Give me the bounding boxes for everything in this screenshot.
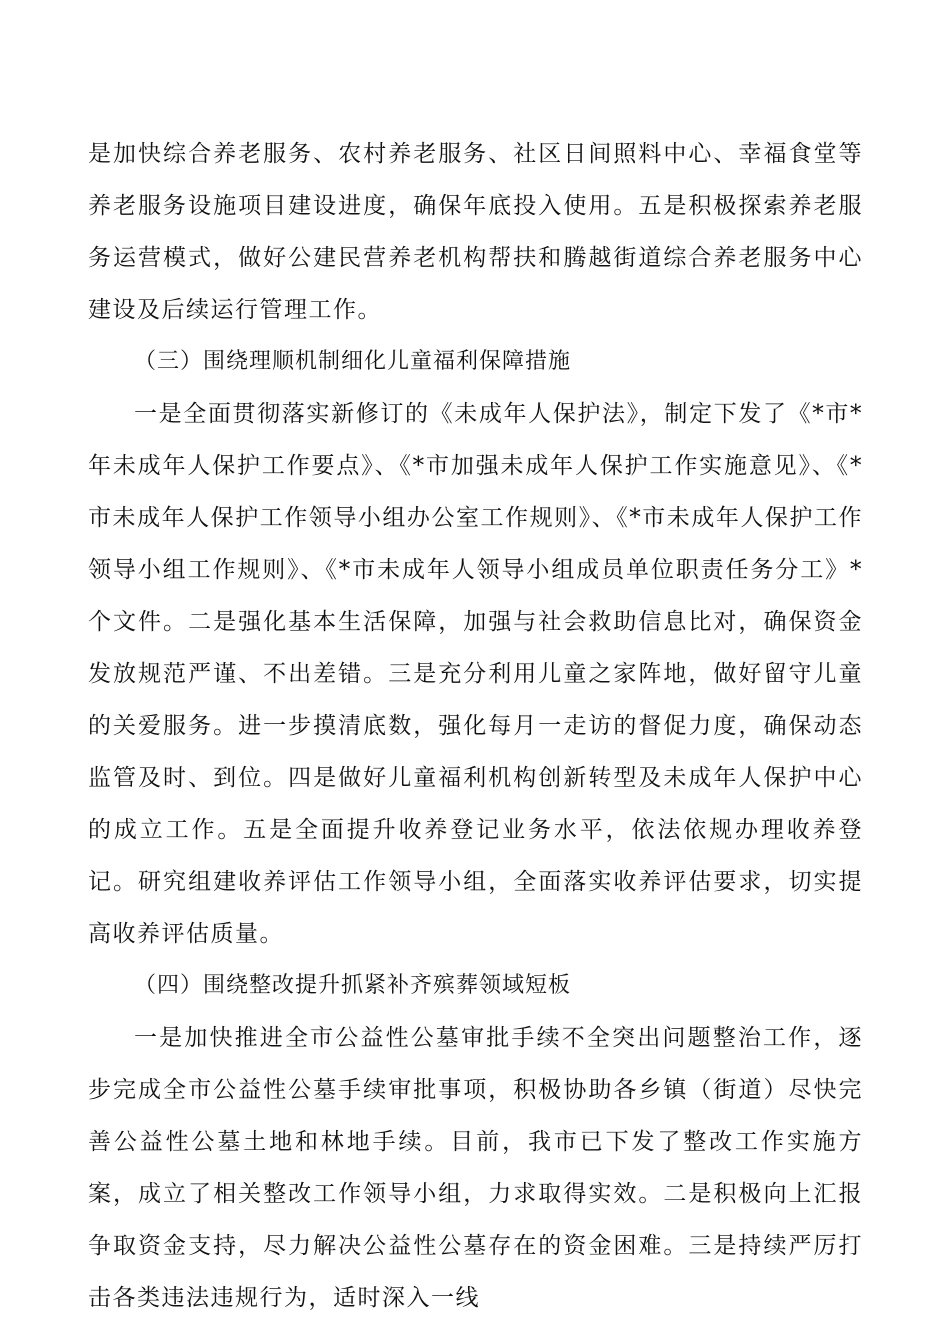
section-heading-3: （三）围绕理顺机制细化儿童福利保障措施	[134, 349, 572, 374]
document-page	[88, 128, 863, 1324]
body-paragraph-1: 是加快综合养老服务、农村养老服务、社区日间照料中心、幸福食堂等养老服务设施项目建设进度，确保年底投入使用。五是积极探索养老服务运营模式，做好公建民营养老机构帮扶和腾越街道综合养老服务中心建设及后续运行管理工作。	[88, 141, 863, 323]
body-paragraph-2: 一是全面贯彻落实新修订的《未成年人保护法》，制定下发了《*市*年未成年人保护工作要点》、《*市加强未成年人保护工作实施意见》、《*市未成年人保护工作领导小组办公室工作规则》、《*市未成年人保护工作领导小组工作规则》、《*市未成年人领导小组成员单位职责任务分工》*个文件。二是强化基本生活保障，加强与社会救助信息比对，确保资金发放规范严谨、不出差错。三是充分利用儿童之家阵地，做好留守儿童的关爱服务。进一步摸清底数，强化每月一走访的督促力度，确保动态监管及时、到位。四是做好儿童福利机构创新转型及未成年人保护中心的成立工作。五是全面提升收养登记业务水平，依法依规办理收养登记。研究组建收养评估工作领导小组，全面落实收养评估要求，切实提高收养评估质量。	[88, 401, 863, 947]
section-heading-4: （四）围绕整改提升抓紧补齐殡葬领域短板	[134, 973, 572, 998]
body-paragraph-3: 一是加快推进全市公益性公墓审批手续不全突出问题整治工作，逐步完成全市公益性公墓手续审批事项，积极协助各乡镇（街道）尽快完善公益性公墓土地和林地手续。目前，我市已下发了整改工作实施方案，成立了相关整改工作领导小组，力求取得实效。二是积极向上汇报争取资金支持，尽力解决公益性公墓存在的资金困难。三是持续严厉打击各类违法违规行为，适时深入一线	[88, 1025, 863, 1311]
